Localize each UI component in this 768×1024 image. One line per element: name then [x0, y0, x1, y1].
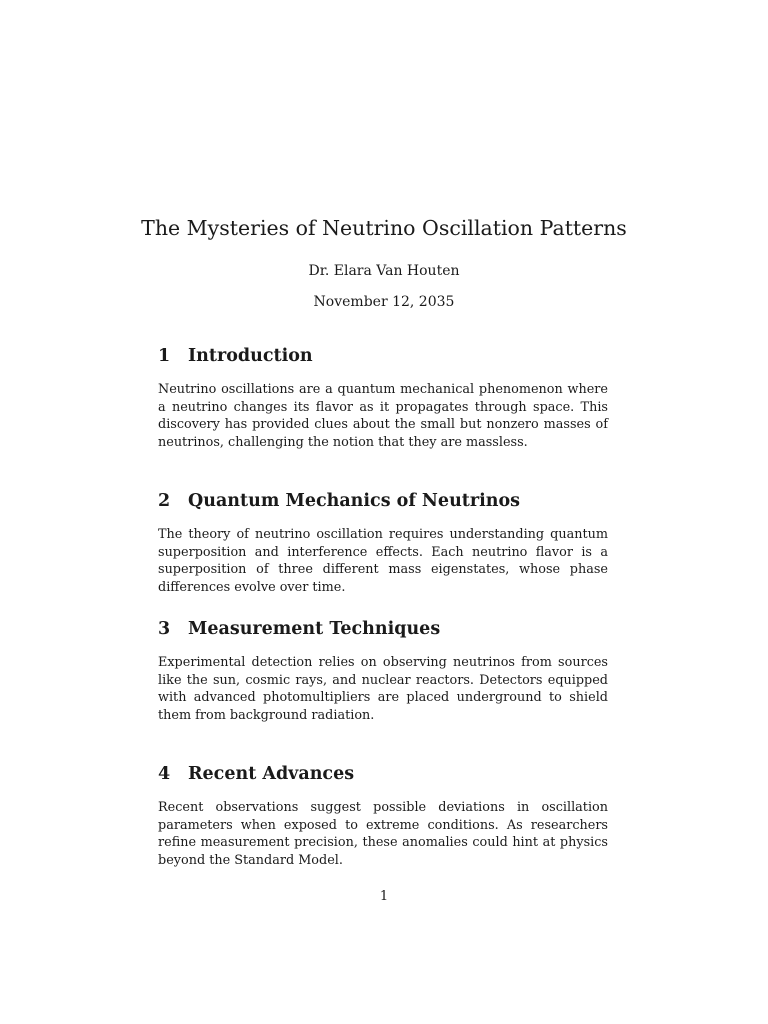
section-title: Introduction: [188, 346, 313, 366]
paper-author: Dr. Elara Van Houten: [308, 263, 460, 279]
section-body: Recent observations suggest possible deviations in oscillation parameters when exposed to extreme conditions. As researchers refine measurement precision, these anomalies could hint at physics beyond the Standard Model.: [158, 800, 608, 868]
section-heading: [158, 345, 608, 367]
section-title: Quantum Mechanics of Neutrinos: [188, 491, 520, 511]
section-number: 1: [158, 346, 171, 366]
section-title: Measurement Techniques: [188, 619, 441, 639]
section-heading: [158, 763, 608, 785]
page-number: 1: [379, 889, 389, 904]
section-body: Neutrino oscillations are a quantum mechanical phenomenon where a neutrino changes its flavor as it propagates through space. This discovery has provided clues about the small but nonzero masses of neutrinos, challenging the notion that they are massless.: [158, 382, 608, 450]
section-number: 4: [158, 764, 171, 784]
section-number: 3: [158, 619, 171, 639]
section-quantum-mechanics: [158, 490, 608, 596]
paper-date: November 12, 2035: [313, 294, 455, 310]
section-heading: [158, 490, 608, 512]
section-number: 2: [158, 491, 171, 511]
section-title: Recent Advances: [188, 764, 355, 784]
section-body: Experimental detection relies on observing neutrinos from sources like the sun, cosmic rays, and nuclear reactors. Detectors equipped with advanced photomultipliers are placed underground to shield them from background radiation.: [158, 655, 608, 723]
section-measurement-techniques: [158, 618, 608, 724]
section-heading: [158, 618, 608, 640]
section-body: The theory of neutrino oscillation requires understanding quantum superposition and interference effects. Each neutrino flavor is a superposition of three different mass eigenstates, whose phase differences evolve over time.: [158, 527, 608, 595]
section-introduction: [158, 345, 608, 451]
section-recent-advances: [158, 763, 608, 869]
paper-title: The Mysteries of Neutrino Oscillation Patterns: [141, 216, 627, 240]
